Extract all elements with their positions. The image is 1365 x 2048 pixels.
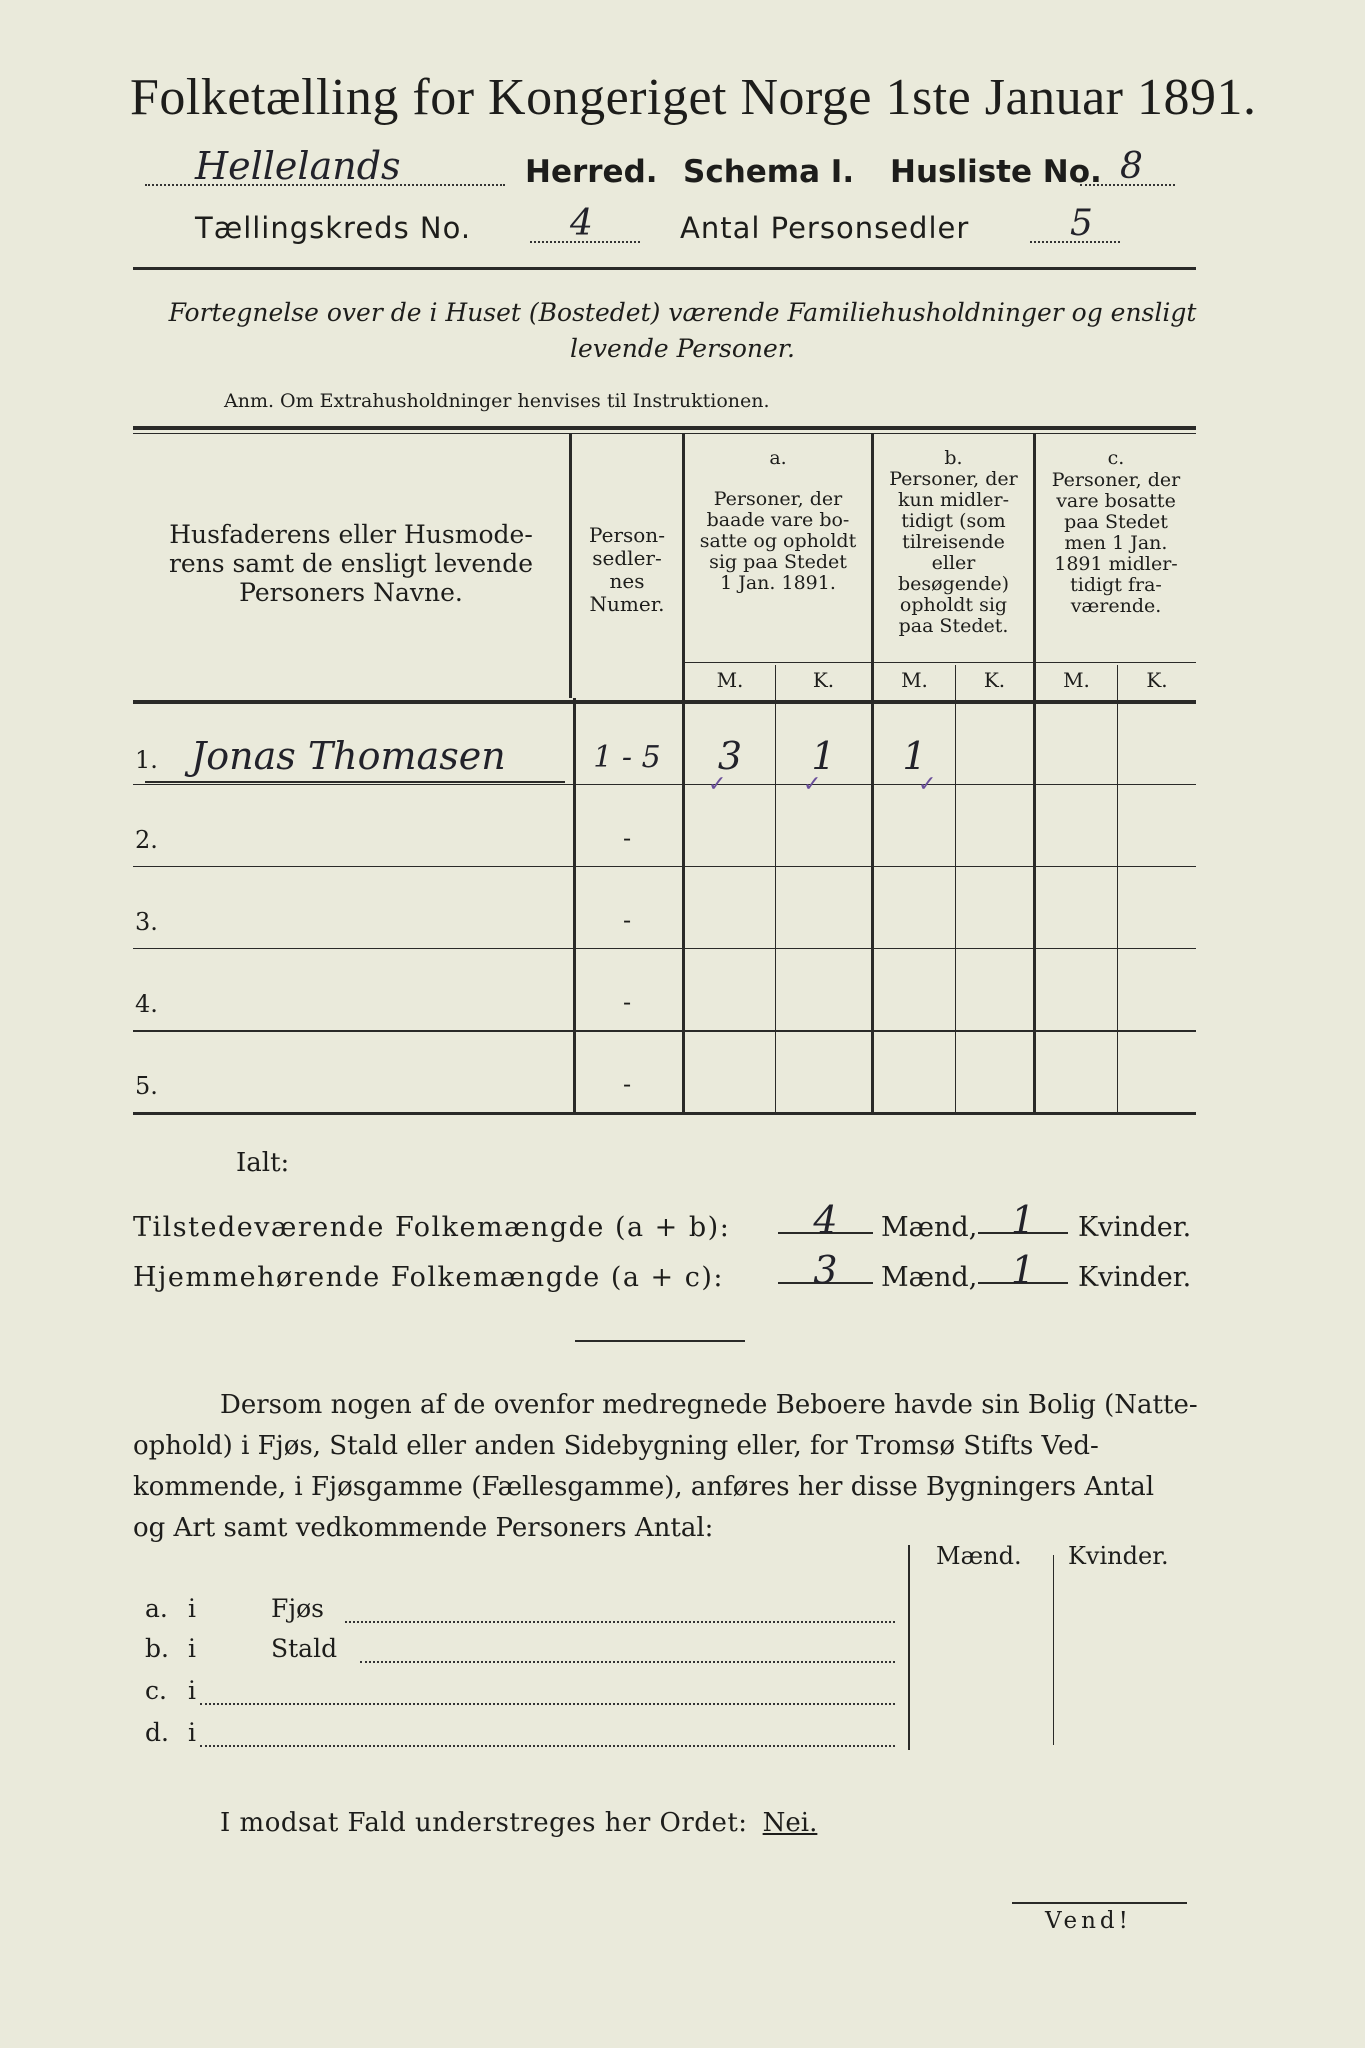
tilstede-kvinder-label: Kvinder. (1078, 1212, 1192, 1243)
divider (575, 1340, 745, 1342)
person-numbers: 1 - 5 (593, 740, 661, 775)
col-name-header: Husfaderens eller Husmode- rens samt de ensligt levende Personers Navne. (168, 520, 534, 607)
husliste-label: Husliste No. (890, 154, 1102, 190)
antal-label: Antal Personsedler (680, 211, 970, 245)
col-a-header: a. Personer, der baade vare bo- satte og opholdt sig paa Stedet 1 Jan. 1891. (699, 447, 857, 594)
a-k-value: 1 (811, 734, 836, 778)
a-m-value: 3 (717, 734, 743, 778)
col-num-header: Person- sedler- nes Numer. (589, 523, 665, 616)
form-title: Folketælling for Kongeriget Norge 1ste Januar 1891. (130, 69, 1257, 126)
kreds-line (195, 205, 1195, 255)
tilstede-kvinder-value: 1 (1010, 1198, 1036, 1242)
check-mark-icon: ✓ (803, 772, 822, 797)
person-numbers: - (622, 988, 632, 1016)
modsat-label: I modsat Fald understreges her Ordet: (220, 1808, 748, 1838)
husliste-value: 8 (1120, 146, 1143, 187)
col-c-header: c. Personer, der vare bosatte paa Stedet men 1 Jan. 1891 midler- tidigt fra- værende. (1051, 447, 1181, 617)
table-row (133, 704, 1196, 797)
check-mark-icon: ✓ (918, 772, 937, 797)
nei-word: Nei. (762, 1808, 818, 1838)
col-b-header: b. Personer, der kun midler- tidigt (som tilreisende eller besøgende) opholdt sig paa Stedet. (889, 447, 1018, 637)
row-number: 1. (135, 746, 158, 774)
table-top-rule (133, 426, 1196, 430)
kvinder-column-header: Kvinder. (1068, 1542, 1169, 1570)
b-m-value: 1 (902, 734, 927, 778)
c-m-label: M. (1063, 668, 1090, 692)
tilstede-maend-value: 4 (813, 1198, 838, 1242)
table-row (133, 786, 1196, 866)
row-number: 2. (135, 826, 158, 854)
row-number: 3. (135, 908, 158, 936)
ialt-label: Ialt: (236, 1148, 290, 1178)
list-item: b. i Stald (145, 1634, 900, 1670)
c-k-label: K. (1146, 668, 1168, 692)
herred-line (145, 144, 1205, 198)
person-numbers: - (622, 1070, 632, 1098)
herred-value: Hellelands (195, 144, 401, 188)
kreds-label: Tællingskreds No. (195, 211, 472, 245)
row-number: 5. (135, 1072, 158, 1100)
antal-value: 5 (1070, 203, 1093, 244)
table-row (133, 950, 1196, 1030)
person-numbers: - (622, 824, 632, 852)
kreds-value: 4 (570, 203, 593, 244)
a-k-label: K. (812, 668, 835, 692)
a-m-label: M. (716, 668, 744, 692)
intro-line-2: levende Personer. (570, 334, 795, 363)
person-name: Jonas Thomasen (191, 734, 506, 778)
header-rule (133, 267, 1196, 270)
intro-line-1: Fortegnelse over de i Huset (Bostedet) værende Familiehusholdninger og ensligt (168, 298, 1197, 327)
list-item: c. i (145, 1676, 900, 1712)
list-item: a. i Fjøs (145, 1594, 900, 1630)
modsat-line (220, 1808, 920, 1848)
b-k-label: K. (983, 668, 1006, 692)
hjemme-line (133, 1248, 1203, 1302)
table-row (133, 868, 1196, 948)
schema-label: Schema I. (683, 154, 855, 190)
person-numbers: - (622, 906, 632, 934)
table-row (133, 1032, 1196, 1112)
hjemme-kvinder-label: Kvinder. (1078, 1262, 1192, 1293)
note-paragraph: Dersom nogen af de ovenfor medregnede Beboere havde sin Bolig (Natte- ophold) i Fjøs, Stald eller anden Sidebygning eller, for Tromsø Stifts Ved- kommende, i Fjøsgamme (Fællesgamme), anføres her disse Bygningers Antal og Art samt vedkommende Personers Antal: (133, 1390, 1198, 1543)
check-mark-icon: ✓ (708, 772, 727, 797)
maend-column-header: Mænd. (936, 1542, 1022, 1570)
tilstede-line (133, 1198, 1203, 1252)
hjemme-maend-value: 3 (813, 1248, 838, 1292)
row-number: 4. (135, 990, 158, 1018)
hjemme-kvinder-value: 1 (1010, 1248, 1036, 1292)
b-m-label: M. (901, 668, 928, 692)
hjemme-maend-label: Mænd, (881, 1262, 978, 1293)
table-top-rule-thin (133, 433, 1196, 434)
vend-label: Vend! (1045, 1908, 1132, 1934)
anm-note: Anm. Om Extrahusholdninger henvises til Instruktionen. (224, 390, 770, 412)
tilstede-label: Tilstedeværende Folkemængde (a + b): (133, 1212, 731, 1243)
tilstede-maend-label: Mænd, (881, 1212, 978, 1243)
herred-label: Herred. (525, 154, 658, 190)
list-item: d. i (145, 1718, 900, 1754)
hjemme-label: Hjemmehørende Folkemængde (a + c): (133, 1262, 724, 1293)
